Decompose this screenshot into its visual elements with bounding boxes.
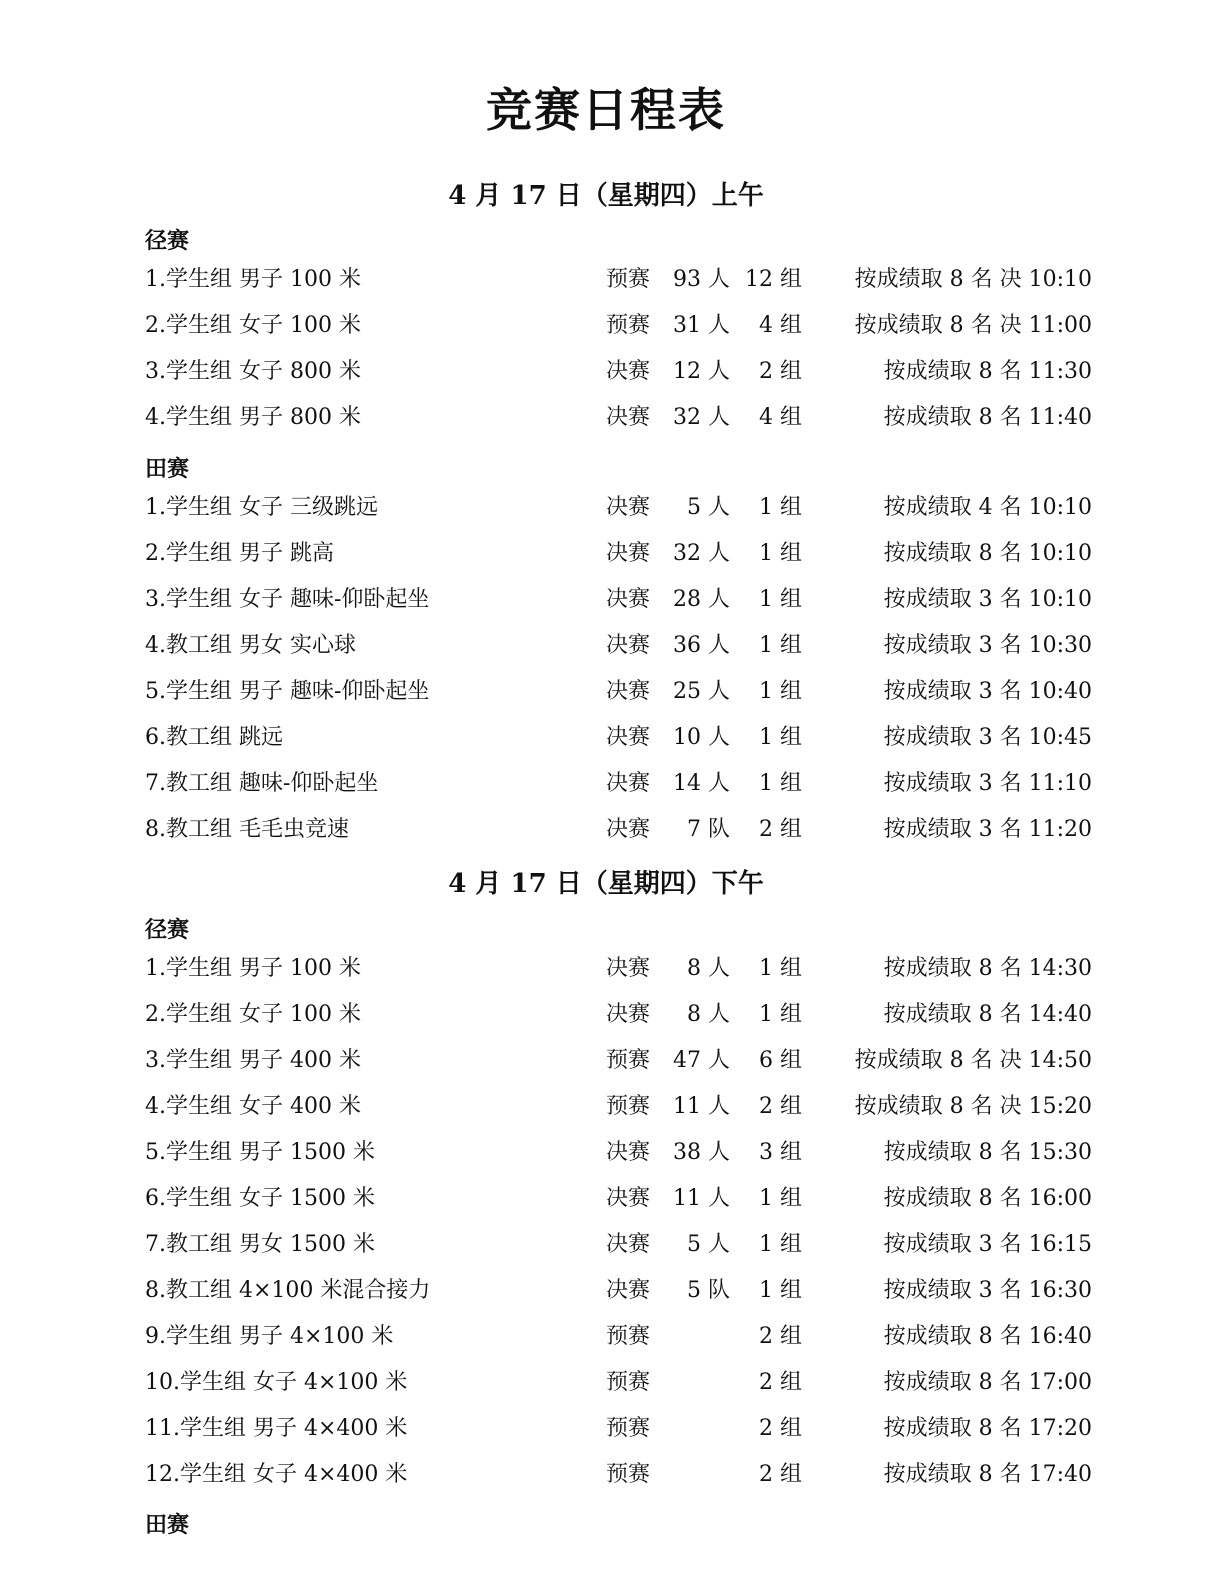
group-count: 1 组 [759, 725, 802, 750]
entrant-count: 31 人 [673, 313, 730, 338]
schedule-row [0, 1184, 1212, 1214]
advance-rule-time: 按成绩取 3 名 10:40 [883, 679, 1092, 704]
entrant-count: 8 人 [687, 956, 730, 981]
advance-rule-time: 按成绩取 4 名 10:10 [883, 495, 1092, 520]
schedule-row [0, 493, 1212, 523]
event-name: 4.学生组 男子 800 米 [145, 405, 361, 430]
entrant-count: 93 人 [673, 267, 730, 292]
entrant-count: 5 人 [687, 1232, 730, 1257]
group-count: 2 组 [759, 1462, 802, 1487]
advance-rule-time: 按成绩取 8 名 10:10 [883, 541, 1092, 566]
entrant-count: 12 人 [673, 359, 730, 384]
advance-rule-time: 按成绩取 3 名 11:10 [883, 771, 1092, 796]
round-type: 决赛 [606, 633, 651, 658]
advance-rule-time: 按成绩取 8 名 16:40 [883, 1324, 1092, 1349]
schedule-row [0, 539, 1212, 569]
advance-rule-time: 按成绩取 8 名 17:20 [883, 1416, 1092, 1441]
category-heading: 田赛 [145, 1513, 190, 1538]
event-name: 8.教工组 毛毛虫竞速 [145, 817, 349, 842]
round-type: 决赛 [606, 541, 651, 566]
group-count: 3 组 [759, 1140, 802, 1165]
schedule-row [0, 769, 1212, 799]
session-title-afternoon: 4 月 17 日（星期四）下午 [448, 869, 764, 899]
schedule-row [0, 585, 1212, 615]
entrant-count: 38 人 [673, 1140, 730, 1165]
schedule-row [0, 357, 1212, 387]
round-type: 决赛 [606, 725, 651, 750]
event-name: 5.学生组 男子 1500 米 [145, 1140, 375, 1165]
event-name: 4.教工组 男女 实心球 [145, 633, 356, 658]
advance-rule-time: 按成绩取 8 名 16:00 [883, 1186, 1092, 1211]
session-title-morning: 4 月 17 日（星期四）上午 [448, 181, 764, 211]
event-name: 12.学生组 女子 4×400 米 [145, 1462, 408, 1487]
group-count: 1 组 [759, 541, 802, 566]
event-name: 5.学生组 男子 趣味-仰卧起坐 [145, 679, 430, 704]
category-heading: 径赛 [145, 229, 190, 254]
entrant-count: 28 人 [673, 587, 730, 612]
entrant-count: 47 人 [673, 1048, 730, 1073]
advance-rule-time: 按成绩取 8 名 决 14:50 [854, 1048, 1092, 1073]
round-type: 预赛 [606, 313, 651, 338]
entrant-count: 5 队 [687, 1278, 730, 1303]
round-type: 预赛 [606, 1094, 651, 1119]
schedule-row [0, 1414, 1212, 1444]
event-name: 2.学生组 女子 100 米 [145, 313, 361, 338]
round-type: 预赛 [606, 1416, 651, 1441]
advance-rule-time: 按成绩取 3 名 16:30 [883, 1278, 1092, 1303]
group-count: 2 组 [759, 1324, 802, 1349]
schedule-row [0, 403, 1212, 433]
group-count: 2 组 [759, 1370, 802, 1395]
schedule-row [0, 1138, 1212, 1168]
group-count: 1 组 [759, 1278, 802, 1303]
entrant-count: 32 人 [673, 541, 730, 566]
schedule-row [0, 954, 1212, 984]
group-count: 1 组 [759, 495, 802, 520]
event-name: 4.学生组 女子 400 米 [145, 1094, 361, 1119]
advance-rule-time: 按成绩取 8 名 11:40 [883, 405, 1092, 430]
round-type: 决赛 [606, 1232, 651, 1257]
event-name: 10.学生组 女子 4×100 米 [145, 1370, 408, 1395]
group-count: 1 组 [759, 771, 802, 796]
entrant-count: 25 人 [673, 679, 730, 704]
advance-rule-time: 按成绩取 8 名 17:40 [883, 1462, 1092, 1487]
schedule-row [0, 1276, 1212, 1306]
event-name: 7.教工组 男女 1500 米 [145, 1232, 375, 1257]
round-type: 决赛 [606, 1002, 651, 1027]
group-count: 1 组 [759, 679, 802, 704]
advance-rule-time: 按成绩取 3 名 11:20 [883, 817, 1092, 842]
schedule-row [0, 1046, 1212, 1076]
round-type: 决赛 [606, 679, 651, 704]
round-type: 决赛 [606, 771, 651, 796]
schedule-row [0, 815, 1212, 845]
advance-rule-time: 按成绩取 3 名 16:15 [883, 1232, 1092, 1257]
schedule-row [0, 1092, 1212, 1122]
round-type: 决赛 [606, 817, 651, 842]
advance-rule-time: 按成绩取 8 名 15:30 [883, 1140, 1092, 1165]
event-name: 2.学生组 女子 100 米 [145, 1002, 361, 1027]
entrant-count: 7 队 [687, 817, 730, 842]
event-name: 3.学生组 男子 400 米 [145, 1048, 361, 1073]
event-name: 1.学生组 女子 三级跳远 [145, 495, 378, 520]
group-count: 2 组 [759, 359, 802, 384]
event-name: 9.学生组 男子 4×100 米 [145, 1324, 394, 1349]
round-type: 预赛 [606, 1462, 651, 1487]
round-type: 决赛 [606, 1140, 651, 1165]
schedule-row [0, 1368, 1212, 1398]
event-name: 6.学生组 女子 1500 米 [145, 1186, 375, 1211]
entrant-count: 11 人 [673, 1186, 730, 1211]
round-type: 决赛 [606, 956, 651, 981]
event-name: 3.学生组 女子 800 米 [145, 359, 361, 384]
advance-rule-time: 按成绩取 8 名 11:30 [883, 359, 1092, 384]
entrant-count: 32 人 [673, 405, 730, 430]
round-type: 预赛 [606, 1324, 651, 1349]
group-count: 1 组 [759, 1232, 802, 1257]
group-count: 4 组 [759, 405, 802, 430]
group-count: 2 组 [759, 1416, 802, 1441]
group-count: 1 组 [759, 1002, 802, 1027]
event-name: 7.教工组 趣味-仰卧起坐 [145, 771, 379, 796]
advance-rule-time: 按成绩取 3 名 10:10 [883, 587, 1092, 612]
schedule-row [0, 265, 1212, 295]
event-name: 2.学生组 男子 跳高 [145, 541, 334, 566]
round-type: 决赛 [606, 495, 651, 520]
category-heading: 田赛 [145, 457, 190, 482]
event-name: 11.学生组 男子 4×400 米 [145, 1416, 408, 1441]
document-title: 竞赛日程表 [486, 83, 726, 137]
round-type: 决赛 [606, 405, 651, 430]
group-count: 4 组 [759, 313, 802, 338]
schedule-row [0, 1460, 1212, 1490]
group-count: 2 组 [759, 1094, 802, 1119]
round-type: 预赛 [606, 267, 651, 292]
event-name: 1.学生组 男子 100 米 [145, 956, 361, 981]
advance-rule-time: 按成绩取 3 名 10:45 [883, 725, 1092, 750]
schedule-row [0, 1000, 1212, 1030]
advance-rule-time: 按成绩取 8 名 决 11:00 [854, 313, 1092, 338]
schedule-row [0, 677, 1212, 707]
schedule-row [0, 631, 1212, 661]
entrant-count: 8 人 [687, 1002, 730, 1027]
group-count: 1 组 [759, 956, 802, 981]
group-count: 1 组 [759, 633, 802, 658]
advance-rule-time: 按成绩取 8 名 17:00 [883, 1370, 1092, 1395]
schedule-row [0, 1322, 1212, 1352]
schedule-row [0, 311, 1212, 341]
category-heading: 径赛 [145, 918, 190, 943]
advance-rule-time: 按成绩取 8 名 14:30 [883, 956, 1092, 981]
entrant-count: 10 人 [673, 725, 730, 750]
entrant-count: 36 人 [673, 633, 730, 658]
group-count: 1 组 [759, 1186, 802, 1211]
entrant-count: 14 人 [673, 771, 730, 796]
round-type: 决赛 [606, 1186, 651, 1211]
advance-rule-time: 按成绩取 8 名 决 15:20 [854, 1094, 1092, 1119]
event-name: 8.教工组 4×100 米混合接力 [145, 1278, 431, 1303]
round-type: 决赛 [606, 359, 651, 384]
entrant-count: 11 人 [673, 1094, 730, 1119]
schedule-row [0, 1230, 1212, 1260]
group-count: 12 组 [745, 267, 802, 292]
round-type: 决赛 [606, 587, 651, 612]
group-count: 1 组 [759, 587, 802, 612]
entrant-count: 5 人 [687, 495, 730, 520]
event-name: 3.学生组 女子 趣味-仰卧起坐 [145, 587, 430, 612]
round-type: 预赛 [606, 1370, 651, 1395]
round-type: 决赛 [606, 1278, 651, 1303]
schedule-row [0, 723, 1212, 753]
group-count: 6 组 [759, 1048, 802, 1073]
round-type: 预赛 [606, 1048, 651, 1073]
advance-rule-time: 按成绩取 8 名 决 10:10 [854, 267, 1092, 292]
event-name: 1.学生组 男子 100 米 [145, 267, 361, 292]
advance-rule-time: 按成绩取 8 名 14:40 [883, 1002, 1092, 1027]
advance-rule-time: 按成绩取 3 名 10:30 [883, 633, 1092, 658]
event-name: 6.教工组 跳远 [145, 725, 283, 750]
group-count: 2 组 [759, 817, 802, 842]
